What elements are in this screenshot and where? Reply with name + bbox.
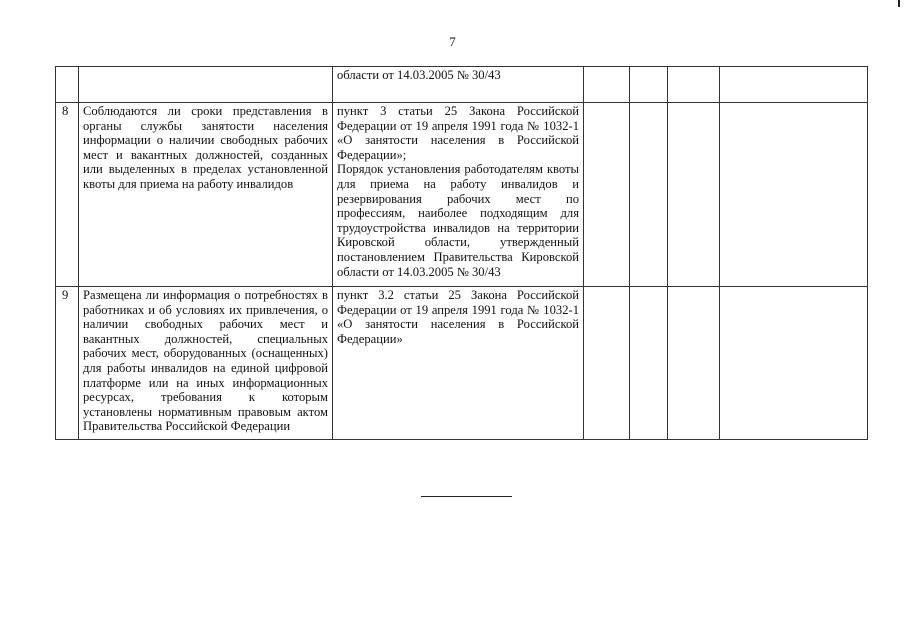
- table-row-8: [56, 103, 868, 287]
- table-row-continuation: [56, 67, 868, 103]
- answer-yes-cell: [584, 67, 630, 103]
- notes-cell: [720, 67, 868, 103]
- row-number: 9: [56, 287, 79, 440]
- notes-cell: [720, 103, 868, 287]
- question-text: [79, 67, 333, 103]
- answer-no-cell: [630, 67, 668, 103]
- answer-not-applicable-cell: [668, 67, 720, 103]
- table-row-9: [56, 287, 868, 440]
- end-of-document-line: [421, 496, 512, 497]
- legal-basis: [333, 287, 584, 440]
- question-text: Соблюдаются ли сроки представления в органы службы занятости населения информации о наличии свободных рабочих мест и вакантных должностей, созданных или выделенных в пределах установленной квоты для приема на работу инвалидов: [79, 103, 333, 287]
- checklist-table: [55, 66, 868, 440]
- answer-not-applicable-cell: [668, 103, 720, 287]
- question-text: Размещена ли информация о потребностях в работниках и об условиях их привлечения, о наличии свободных рабочих мест и вакантных должностей, специальных рабочих мест, оборудованных (оснащенных) для работы инвалидов на единой цифровой платформе или на иных информационных ресурсах, требования к которым установлены нормативным правовым актом Правительства Российской Федерации: [79, 287, 333, 440]
- legal-basis-paragraph: пункт 3.2 статьи 25 Закона Российской Федерации от 19 апреля 1991 года № 1032-1 «О занятости населения в Российской Федерации»: [337, 288, 579, 346]
- legal-basis-paragraph: Порядок установления работодателям квоты для приема на работу инвалидов и резервирования рабочих мест по профессиям, наиболее подходящим для трудоустройства инвалидов на территории Кировской области, утвержденный постановлением Правительства Кировской области от 14.03.2005 № 30/43: [337, 162, 579, 279]
- legal-basis: [333, 67, 584, 103]
- legal-basis-paragraph: пункт 3 статьи 25 Закона Российской Федерации от 19 апреля 1991 года № 1032-1 «О занятости населения в Российской Федерации»;: [337, 104, 579, 162]
- notes-cell: [720, 287, 868, 440]
- answer-yes-cell: [584, 103, 630, 287]
- scan-corner-mark: [898, 0, 900, 7]
- row-number: 8: [56, 103, 79, 287]
- legal-basis-paragraph: области от 14.03.2005 № 30/43: [337, 68, 501, 82]
- answer-no-cell: [630, 287, 668, 440]
- page-number: 7: [449, 34, 456, 49]
- answer-yes-cell: [584, 287, 630, 440]
- answer-no-cell: [630, 103, 668, 287]
- answer-not-applicable-cell: [668, 287, 720, 440]
- row-number: [56, 67, 79, 103]
- legal-basis: [333, 103, 584, 287]
